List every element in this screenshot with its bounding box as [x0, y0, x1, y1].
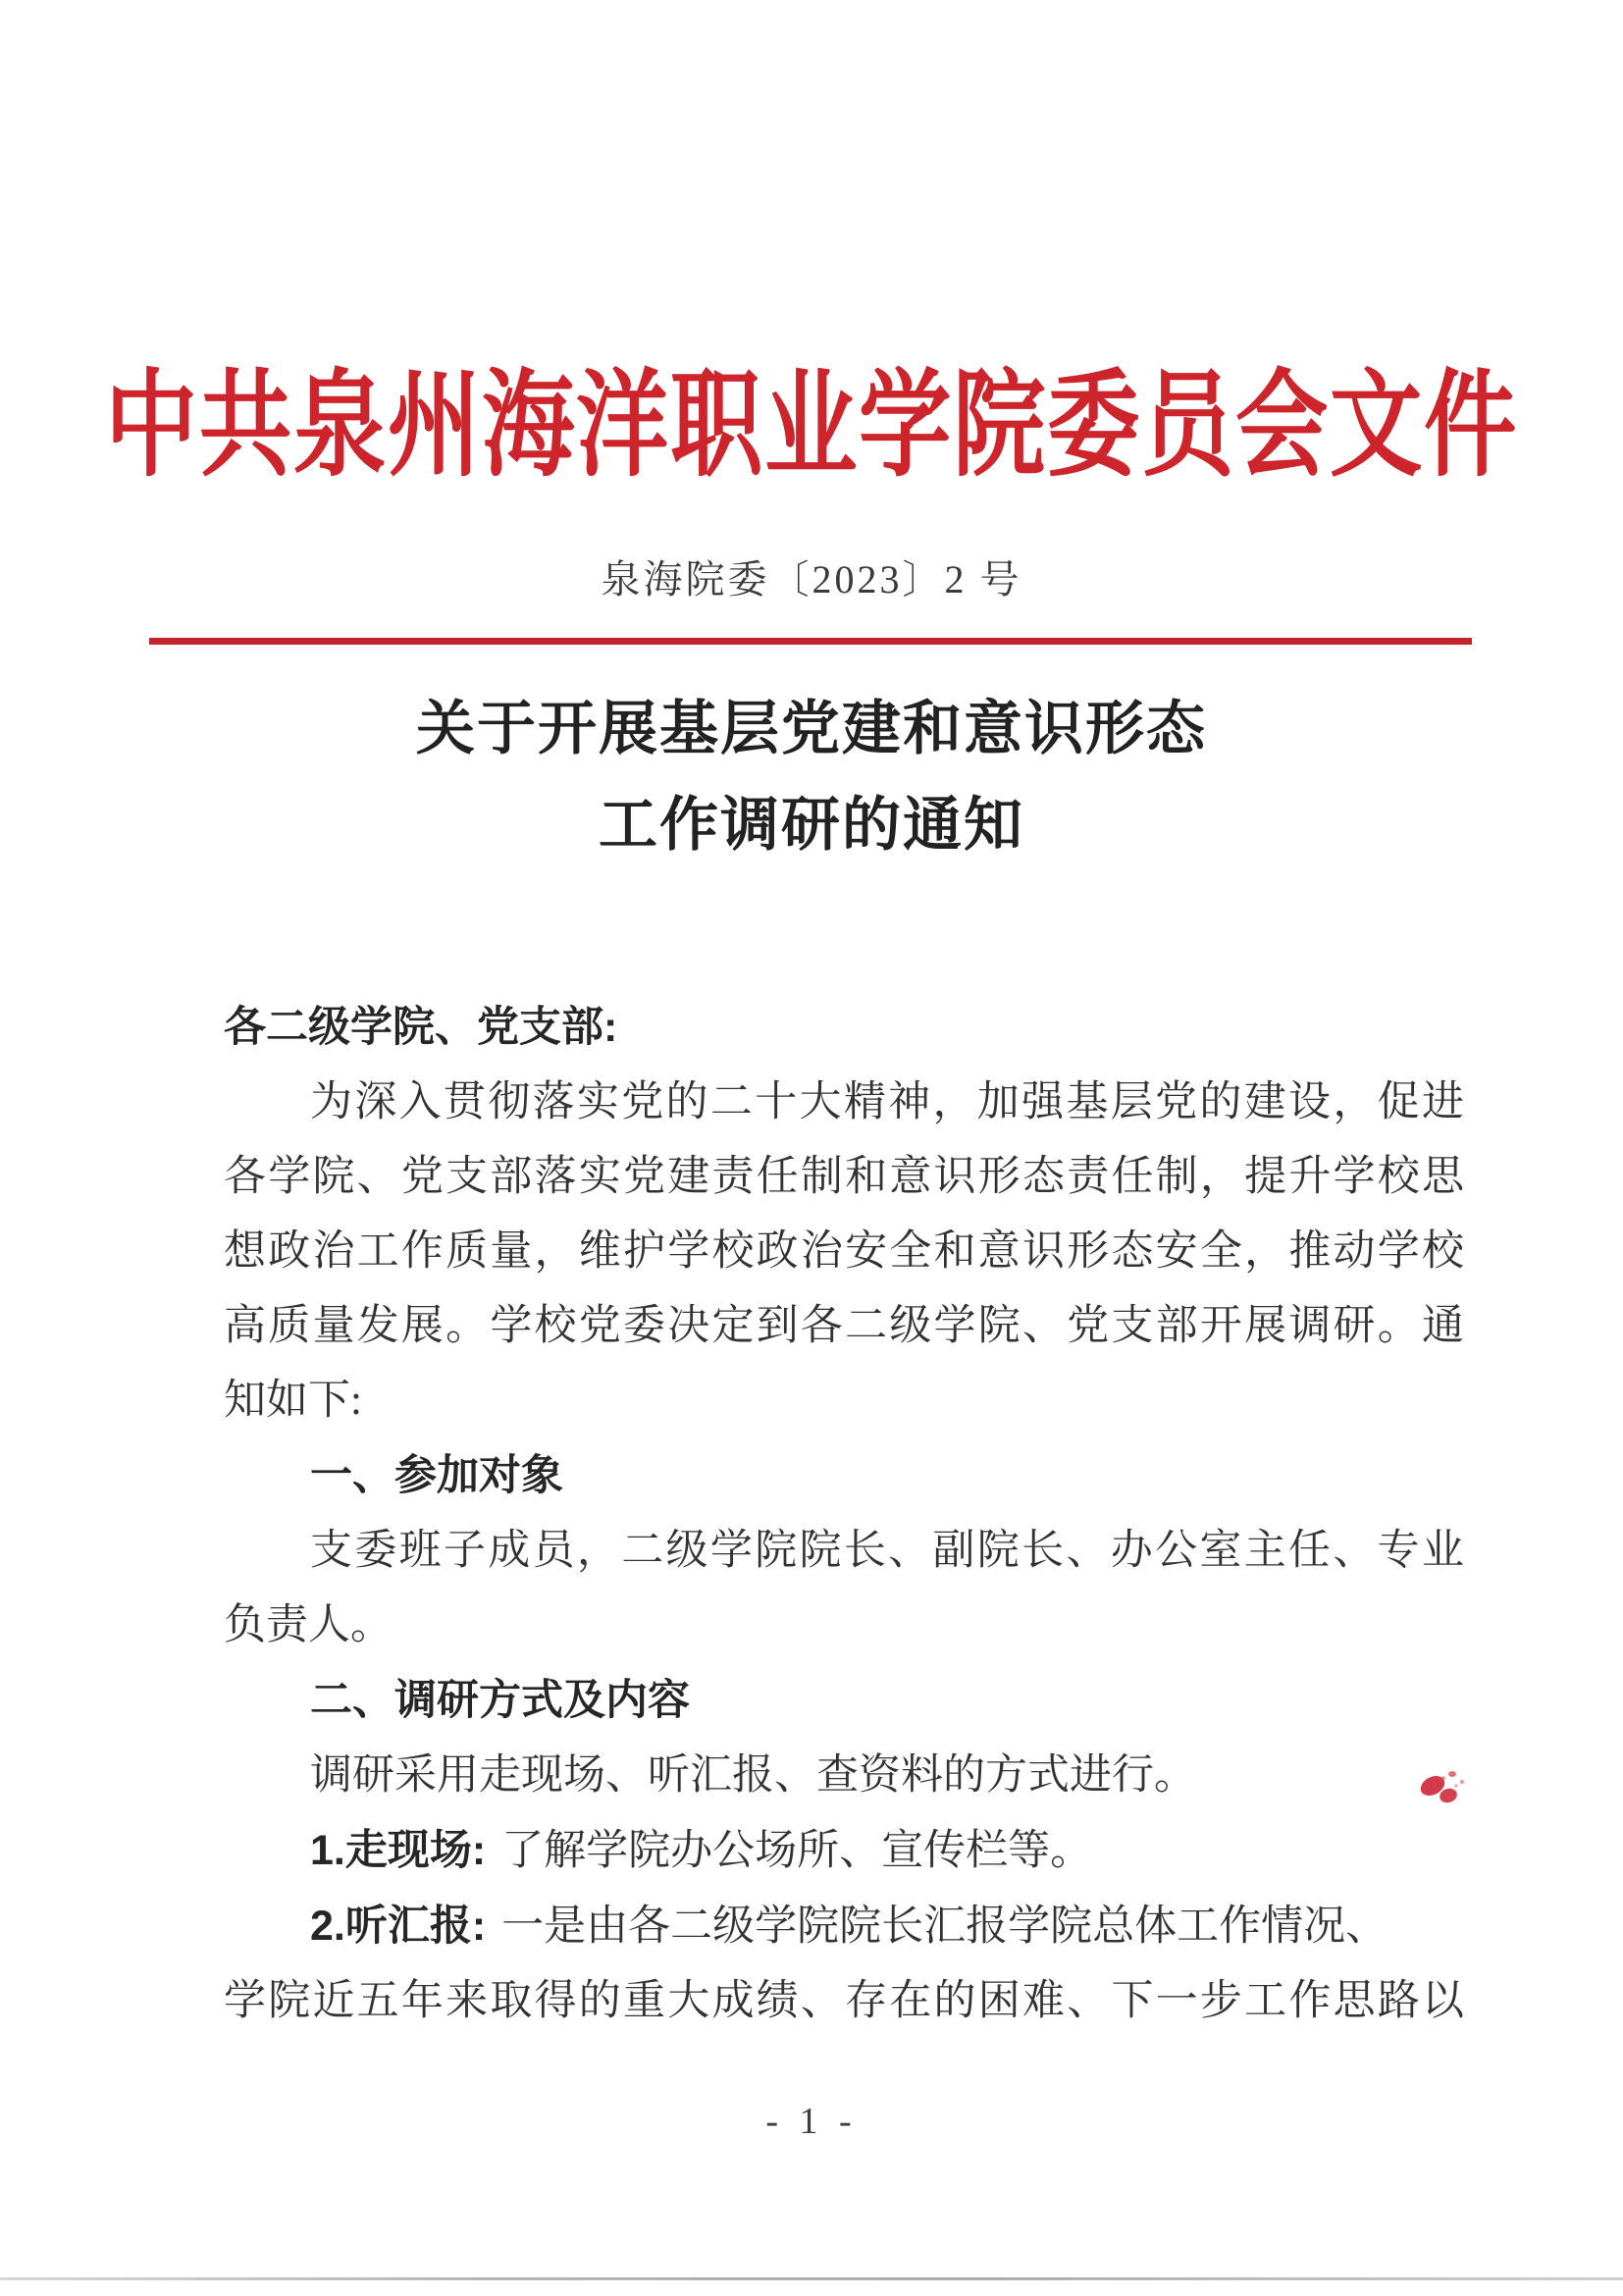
red-divider-rule	[149, 638, 1472, 645]
section-heading-1	[224, 1438, 1464, 1514]
greeting-line	[224, 990, 1464, 1066]
body-line-text: 高质量发展。学校党委决定到各二级学院、党支部开展调研。通	[224, 1303, 1464, 1349]
body-line	[224, 1813, 1464, 1889]
body-line	[224, 1514, 1464, 1589]
body-line	[224, 1589, 1464, 1663]
list-item-label: 2.听汇报:	[310, 1903, 487, 1950]
letterhead	[0, 361, 1623, 493]
body-line-text: 知如下:	[224, 1378, 362, 1424]
body-line-text: 学院近五年来取得的重大成绩、存在的困难、下一步工作思路以	[224, 1978, 1464, 2024]
body-line-text: 各学院、党支部落实党建责任制和意识形态责任制，提升学校思	[224, 1154, 1464, 1200]
body-line-text: 负责人。	[224, 1602, 393, 1648]
body-line-text: 支委班子成员，二级学院院长、副院长、办公室主任、专业	[310, 1528, 1464, 1574]
body-line	[224, 1889, 1464, 1964]
body-line	[224, 1289, 1464, 1364]
body-line	[224, 1364, 1464, 1438]
body-line	[224, 1964, 1464, 2039]
page-number: - 1 -	[765, 2101, 858, 2142]
document-number: 泉海院委〔2023〕2 号	[601, 557, 1022, 601]
body-line	[224, 1140, 1464, 1215]
section-heading-text: 一、参加对象	[310, 1452, 563, 1499]
body-line	[224, 1739, 1464, 1813]
body-line-text: 一是由各二级学院院长汇报学院总体工作情况、	[501, 1904, 1388, 1950]
letterhead-title: 中共泉州海洋职业学院委员会文件	[105, 362, 1519, 491]
greeting-text: 各二级学院、党支部:	[224, 1004, 618, 1051]
document-title-line2: 工作调研的通知	[599, 793, 1024, 858]
list-item-label: 1.走现场:	[310, 1827, 487, 1874]
section-heading-text: 二、调研方式及内容	[310, 1677, 690, 1724]
body-line	[224, 1066, 1464, 1140]
body-line-text: 调研采用走现场、听汇报、查资料的方式进行。	[310, 1752, 1196, 1799]
red-ink-mark-shape	[1417, 1760, 1478, 1813]
body-line	[224, 1215, 1464, 1289]
body-line-text: 了解学院办公场所、宣传栏等。	[501, 1828, 1093, 1874]
red-ink-mark	[1417, 1760, 1478, 1813]
scanner-artifact-line	[0, 2277, 1623, 2280]
document-title-line1: 关于开展基层党建和意识形态	[416, 697, 1207, 761]
body-line-text: 想政治工作质量，维护学校政治安全和意识形态安全，推动学校	[224, 1228, 1464, 1275]
section-heading-2	[224, 1663, 1464, 1739]
document-body	[224, 990, 1464, 2039]
body-line-text: 为深入贯彻落实党的二十大精神，加强基层党的建设，促进	[310, 1079, 1464, 1125]
